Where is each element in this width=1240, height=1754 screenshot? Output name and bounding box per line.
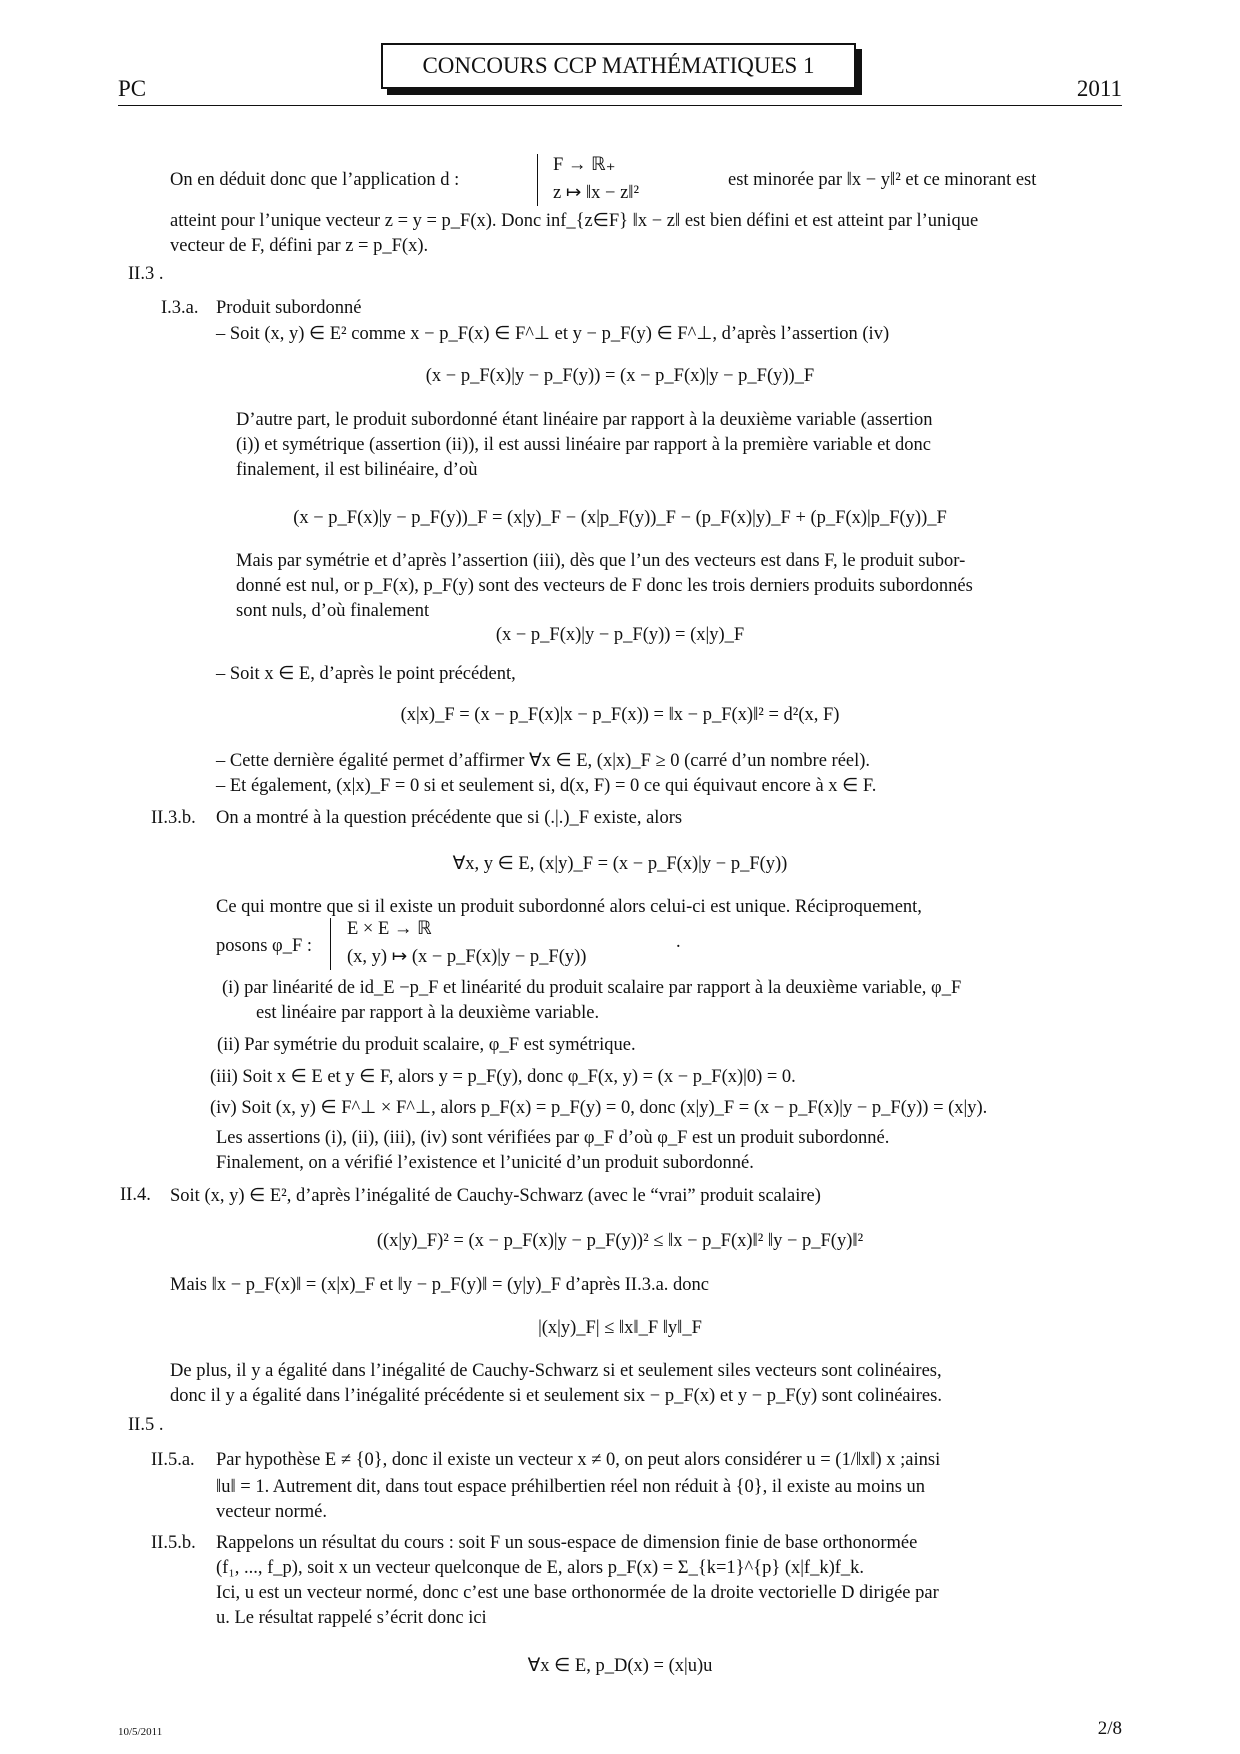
bullet-2: – Soit x ∈ E, d’après le point précédent, [216, 664, 516, 684]
exam-title: CONCOURS CCP MATHÉMATIQUES 1 [381, 43, 856, 89]
II4-mais: Mais ‖x − p_F(x)‖ = (x|x)_F et ‖y − p_F(y)‖ = (y|y)_F d’après II.3.a. donc [170, 1275, 710, 1295]
header-section: PC [118, 76, 147, 101]
subsection-label-II5a: II.5.a. [151, 1450, 195, 1470]
conclusion-2: Finalement, on a vérifié l’existence et l’unicité d’un produit subordonné. [216, 1153, 754, 1173]
equation-3: (x − p_F(x)|y − p_F(y)) = (x|y)_F [495, 625, 745, 645]
II5a-line1: Par hypothèse E ≠ {0}, donc il existe un vecteur x ≠ 0, on peut alors considérer u = (1/‖x‖) x ;ainsi [216, 1450, 941, 1470]
subsection-label-II3a: I.3.a. [161, 298, 199, 318]
equation-1: (x − p_F(x)|y − p_F(y)) = (x − p_F(x)|y − p_F(y))_F [425, 366, 815, 386]
II5a-line2: ‖u‖ = 1. Autrement dit, dans tout espace préhilbertien réel non réduit à {0}, il existe au moins un [216, 1477, 926, 1497]
footer-page-number: 2/8 [1097, 1718, 1122, 1739]
conclusion-1: Les assertions (i), (ii), (iii), (iv) sont vérifiées par φ_F d’où φ_F est un produit subordonné. [216, 1128, 890, 1148]
item-iv: (iv) Soit (x, y) ∈ F^⊥ × F^⊥, alors p_F(x) = p_F(y) = 0, donc (x|y)_F = (x − p_F(x)|y − p_F(y)) = (x|y). [210, 1098, 988, 1118]
II4-equation-1: ((x|y)_F)² = (x − p_F(x)|y − p_F(y))² ≤ ‖x − p_F(x)‖² ‖y − p_F(y)‖² [376, 1231, 864, 1251]
II4-intro: Soit (x, y) ∈ E², d’après l’inégalité de Cauchy-Schwarz (avec le “vrai” produit scalaire) [170, 1186, 821, 1206]
bullet-3: – Cette dernière égalité permet d’affirmer ∀x ∈ E, (x|x)_F ≥ 0 (carré d’un nombre réel). [216, 751, 871, 771]
map-row-1: F → ℝ₊ [553, 155, 616, 175]
II5b-line2: (f₁, ..., f_p), soit x un vecteur quelconque de E, alors p_F(x) = Σ_{k=1}^{p} (x|f_k)f_k. [216, 1558, 865, 1578]
p1-line2: atteint pour l’unique vecteur z = y = p_F(x). Donc inf_{z∈F} ‖x − z‖ est bien défini et est atteint par l’unique [170, 211, 979, 231]
section-label-II4: II.4. [120, 1185, 151, 1205]
phi-bar [330, 918, 331, 970]
II4-par-line1: De plus, il y a égalité dans l’inégalité de Cauchy-Schwarz si et seulement siles vecteurs sont colinéaires, [170, 1361, 942, 1381]
phi-row-2: (x, y) ↦ (x − p_F(x)|y − p_F(y)) [347, 947, 587, 967]
section-label-II3: II.3 . [128, 264, 164, 284]
map-bar [537, 154, 538, 206]
par1-line1: D’autre part, le produit subordonné étant linéaire par rapport à la deuxième variable (assertion [236, 410, 933, 430]
subsection-label-II3b: II.3.b. [151, 808, 196, 828]
subsection-title-II3a: Produit subordonné [216, 298, 362, 318]
II5b-line1: Rappelons un résultat du cours : soit F un sous-espace de dimension finie de base orthonormée [216, 1533, 918, 1553]
par2-line1: Mais par symétrie et d’après l’assertion (iii), dès que l’un des vecteurs est dans F, le produit subor- [236, 551, 966, 571]
equation-5: ∀x, y ∈ E, (x|y)_F = (x − p_F(x)|y − p_F(y)) [452, 854, 788, 874]
p1-intro: On en déduit donc que l’application d : [170, 170, 460, 190]
item-i-line1: (i) par linéarité de id_E −p_F et linéarité du produit scalaire par rapport à la deuxième variable, φ_F [222, 978, 962, 998]
II5b-line4: u. Le résultat rappelé s’écrit donc ici [216, 1608, 487, 1628]
item-ii: (ii) Par symétrie du produit scalaire, φ_F est symétrique. [217, 1035, 636, 1055]
item-i-line2: est linéaire par rapport à la deuxième variable. [256, 1003, 600, 1023]
header-year: 2011 [1076, 76, 1122, 101]
equation-4: (x|x)_F = (x − p_F(x)|x − p_F(x)) = ‖x − p_F(x)‖² = d²(x, F) [400, 705, 840, 725]
II4-par-line2: donc il y a égalité dans l’inégalité précédente si et seulement six − p_F(x) et y − p_F(y) sont colinéaires. [170, 1386, 942, 1406]
II4-equation-2: |(x|y)_F| ≤ ‖x‖_F ‖y‖_F [538, 1318, 702, 1338]
phi-row-1: E × E → ℝ [347, 919, 432, 939]
par2-line3: sont nuls, d’où finalement [236, 601, 430, 621]
item-iii: (iii) Soit x ∈ E et y ∈ F, alors y = p_F(y), donc φ_F(x, y) = (x − p_F(x)|0) = 0. [210, 1067, 796, 1087]
II5b-line3: Ici, u est un vecteur normé, donc c’est une base orthonormée de la droite vectorielle D dirigée par [216, 1583, 939, 1603]
par2-line2: donné est nul, or p_F(x), p_F(y) sont des vecteurs de F donc les trois derniers produits subordonnés [236, 576, 973, 596]
II5b-equation: ∀x ∈ E, p_D(x) = (x|u)u [527, 1656, 713, 1676]
equation-2: (x − p_F(x)|y − p_F(y))_F = (x|y)_F − (x|p_F(y))_F − (p_F(x)|y)_F + (p_F(x)|p_F(y))_F [293, 508, 947, 528]
phi-dot: . [676, 932, 681, 952]
posons-label: posons φ_F : [216, 936, 313, 956]
bullet-1: – Soit (x, y) ∈ E² comme x − p_F(x) ∈ F^⊥ et y − p_F(y) ∈ F^⊥, d’après l’assertion (iv) [216, 324, 890, 344]
par1-line2: (i)) et symétrique (assertion (ii)), il est aussi linéaire par rapport à la première variable et donc [236, 435, 932, 455]
section-label-II5: II.5 . [128, 1415, 164, 1435]
p1-after: est minorée par ‖x − y‖² et ce minorant est [728, 170, 1037, 190]
header-rule [118, 105, 1122, 106]
reciprocal-line: Ce qui montre que si il existe un produit subordonné alors celui-ci est unique. Réciproquement, [216, 897, 922, 917]
bullet-4: – Et également, (x|x)_F = 0 si et seulement si, d(x, F) = 0 ce qui équivaut encore à x ∈ F. [216, 776, 877, 796]
p1-line3: vecteur de F, défini par z = p_F(x). [170, 236, 429, 256]
par1-line3: finalement, il est bilinéaire, d’où [236, 460, 478, 480]
subsection-label-II5b: II.5.b. [151, 1533, 196, 1553]
II5a-line3: vecteur normé. [216, 1502, 327, 1522]
footer-date: 10/5/2011 [118, 1726, 163, 1738]
map-row-2: z ↦ ‖x − z‖² [553, 183, 640, 203]
II3b-intro: On a montré à la question précédente que si (.|.)_F existe, alors [216, 808, 683, 828]
